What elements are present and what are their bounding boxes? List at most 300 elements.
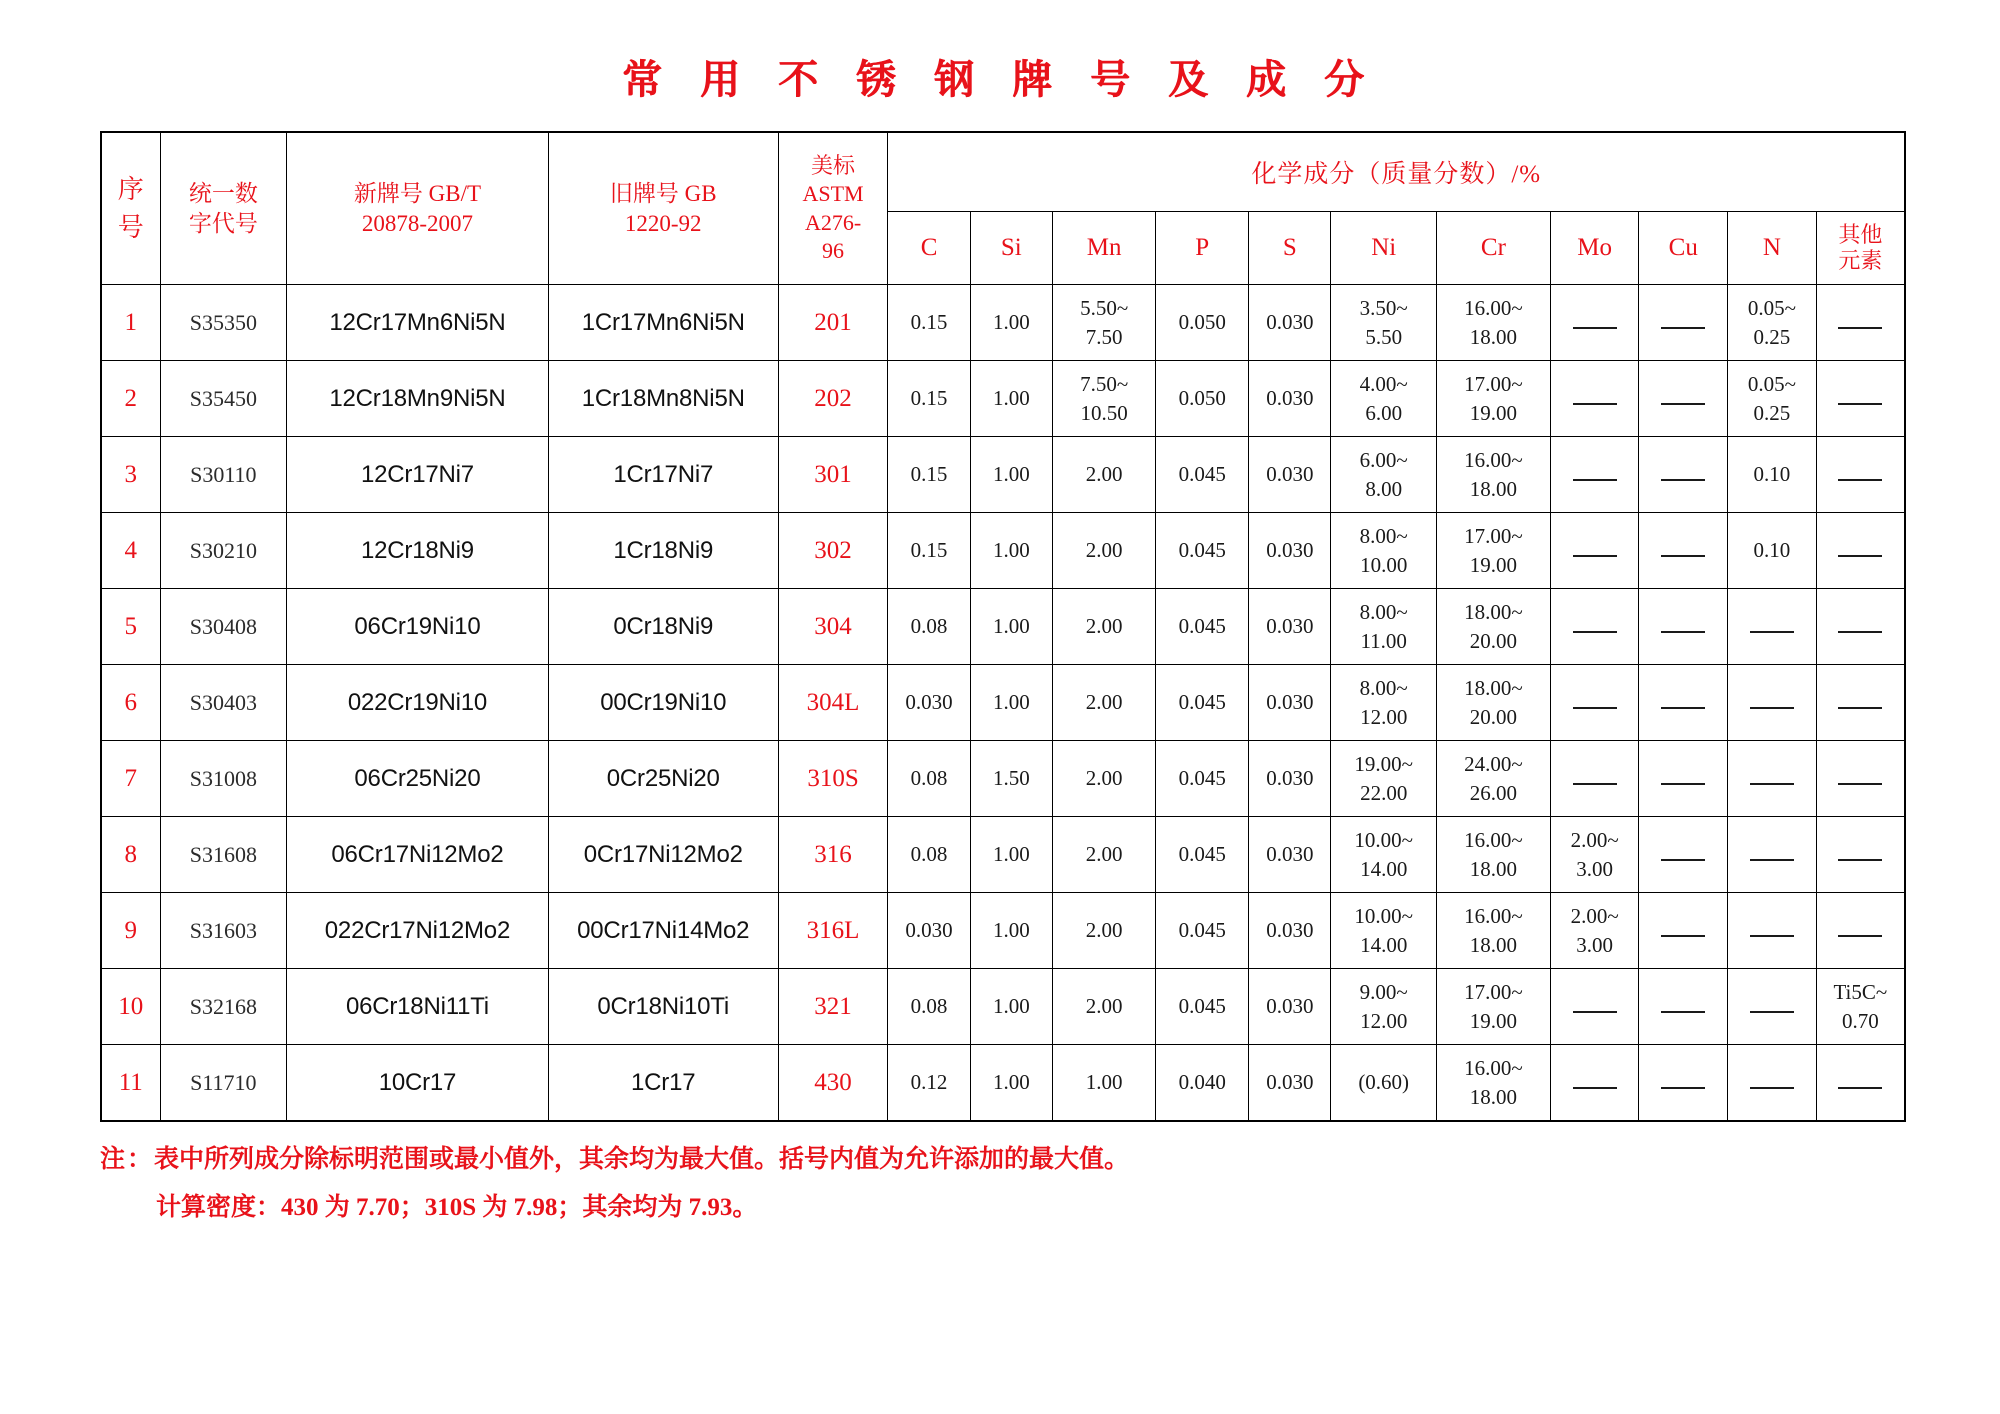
value-part: 14.00 — [1360, 932, 1408, 957]
value-part: 5.50~ — [1080, 296, 1129, 321]
cell-seq: 5 — [101, 589, 160, 665]
cell-si: 1.00 — [970, 969, 1052, 1045]
value-part: 16.00~ — [1464, 828, 1523, 853]
cell-uns-code: S35350 — [160, 285, 287, 361]
cell-other — [1816, 437, 1905, 513]
header-uns-line2: 字代号 — [188, 210, 258, 236]
cell-s: 0.030 — [1249, 665, 1331, 741]
value-part: 0.10 — [1753, 462, 1791, 487]
cell-new-grade: 06Cr18Ni11Ti — [287, 969, 549, 1045]
cell-other — [1816, 893, 1905, 969]
value-part: 18.00 — [1469, 932, 1518, 957]
value-part: 0.25 — [1753, 324, 1791, 349]
cell-other — [1816, 969, 1905, 1045]
header-astm — [778, 132, 888, 285]
value-part: 26.00 — [1469, 780, 1518, 805]
empty-dash-marker — [1661, 468, 1705, 481]
cell-cu — [1639, 665, 1728, 741]
table-notes — [100, 1136, 1906, 1231]
cell-cu — [1639, 361, 1728, 437]
header-old-grade-line1: 旧牌号 GB — [609, 181, 717, 207]
cell-cu — [1639, 969, 1728, 1045]
header-seq-line1: 序 — [117, 174, 144, 204]
cell-p: 0.045 — [1156, 513, 1249, 589]
cell-new-grade: 12Cr18Mn9Ni5N — [287, 361, 549, 437]
cell-mn — [1052, 893, 1155, 969]
empty-dash-marker — [1838, 848, 1882, 861]
cell-uns-code: S32168 — [160, 969, 287, 1045]
header-composition-group: 化学成分（质量分数）/% — [888, 132, 1905, 212]
value-part: 16.00~ — [1464, 296, 1523, 321]
empty-dash-marker — [1573, 392, 1617, 405]
note-line-2: 计算密度：430 为 7.70；310S 为 7.98；其余均为 7.93。 — [156, 1193, 758, 1221]
cell-si: 1.00 — [970, 361, 1052, 437]
table-row — [101, 1045, 1905, 1122]
cell-mo — [1550, 437, 1639, 513]
empty-dash-marker — [1750, 1076, 1794, 1089]
cell-cu — [1639, 741, 1728, 817]
cell-c: 0.15 — [888, 437, 970, 513]
cell-mn — [1052, 969, 1155, 1045]
cell-c: 0.08 — [888, 589, 970, 665]
empty-dash-marker — [1838, 1076, 1882, 1089]
cell-other — [1816, 589, 1905, 665]
value-part: 18.00~ — [1464, 676, 1523, 701]
cell-new-grade: 10Cr17 — [287, 1045, 549, 1122]
header-new-grade-line2: 20878-2007 — [361, 210, 474, 236]
value-part: 4.00~ — [1359, 372, 1408, 397]
cell-cu — [1639, 817, 1728, 893]
cell-other — [1816, 817, 1905, 893]
value-part: 7.50~ — [1080, 372, 1129, 397]
cell-cu — [1639, 589, 1728, 665]
empty-dash-marker — [1838, 696, 1882, 709]
empty-dash-marker — [1661, 1000, 1705, 1013]
cell-new-grade: 022Cr17Ni12Mo2 — [287, 893, 549, 969]
header-other-elements — [1816, 212, 1905, 285]
header-element-c: C — [888, 212, 970, 285]
value-part: 5.50 — [1365, 324, 1403, 349]
cell-n — [1728, 1045, 1817, 1122]
cell-mo — [1550, 589, 1639, 665]
value-part: 2.00 — [1085, 994, 1123, 1019]
header-astm-line4: 96 — [822, 237, 845, 263]
header-other-line1: 其他 — [1838, 221, 1883, 247]
value-part: 19.00 — [1469, 552, 1518, 577]
cell-mo — [1550, 361, 1639, 437]
value-part: 6.00 — [1365, 400, 1403, 425]
empty-dash-marker — [1573, 316, 1617, 329]
value-part: 20.00 — [1469, 628, 1518, 653]
cell-new-grade: 022Cr19Ni10 — [287, 665, 549, 741]
cell-n — [1728, 513, 1817, 589]
cell-n — [1728, 969, 1817, 1045]
cell-seq: 11 — [101, 1045, 160, 1122]
empty-dash-marker — [1750, 696, 1794, 709]
cell-new-grade: 12Cr17Ni7 — [287, 437, 549, 513]
cell-p: 0.045 — [1156, 817, 1249, 893]
cell-old-grade: 1Cr17Ni7 — [548, 437, 778, 513]
note-text-1: 表中所列成分除标明范围或最小值外，其余均为最大值。括号内值为允许添加的最大值。 — [154, 1146, 1130, 1173]
cell-astm: 316L — [778, 893, 888, 969]
value-part: 3.00 — [1576, 932, 1614, 957]
cell-mo — [1550, 817, 1639, 893]
cell-old-grade: 0Cr18Ni9 — [548, 589, 778, 665]
value-part: 2.00 — [1085, 842, 1123, 867]
cell-old-grade: 00Cr19Ni10 — [548, 665, 778, 741]
cell-cu — [1639, 893, 1728, 969]
cell-cu — [1639, 1045, 1728, 1122]
cell-uns-code: S30210 — [160, 513, 287, 589]
empty-dash-marker — [1573, 468, 1617, 481]
empty-dash-marker — [1573, 772, 1617, 785]
cell-ni — [1331, 361, 1436, 437]
cell-uns-code: S35450 — [160, 361, 287, 437]
value-part: 0.05~ — [1747, 372, 1796, 397]
empty-dash-marker — [1750, 772, 1794, 785]
cell-seq: 8 — [101, 817, 160, 893]
empty-dash-marker — [1661, 392, 1705, 405]
cell-n — [1728, 589, 1817, 665]
value-part: 17.00~ — [1464, 372, 1523, 397]
header-new-grade — [287, 132, 549, 285]
table-row — [101, 741, 1905, 817]
empty-dash-marker — [1750, 848, 1794, 861]
empty-dash-marker — [1573, 620, 1617, 633]
stainless-steel-grades-table — [100, 131, 1906, 1122]
header-element-mo: Mo — [1550, 212, 1639, 285]
table-row — [101, 513, 1905, 589]
cell-n — [1728, 437, 1817, 513]
cell-si: 1.00 — [970, 437, 1052, 513]
cell-cr — [1436, 893, 1550, 969]
cell-astm: 304 — [778, 589, 888, 665]
value-part: 11.00 — [1360, 628, 1407, 653]
header-element-mn: Mn — [1052, 212, 1155, 285]
page-title: 常 用 不 锈 钢 牌 号 及 成 分 — [622, 57, 1378, 102]
cell-ni — [1331, 1045, 1436, 1122]
empty-dash-marker — [1838, 772, 1882, 785]
value-part: 3.50~ — [1359, 296, 1408, 321]
cell-c: 0.15 — [888, 285, 970, 361]
cell-uns-code: S31008 — [160, 741, 287, 817]
cell-astm: 430 — [778, 1045, 888, 1122]
cell-cr — [1436, 741, 1550, 817]
value-part: (0.60) — [1358, 1070, 1410, 1095]
cell-n — [1728, 741, 1817, 817]
header-element-cr: Cr — [1436, 212, 1550, 285]
header-element-n: N — [1728, 212, 1817, 285]
cell-s: 0.030 — [1249, 969, 1331, 1045]
cell-p: 0.045 — [1156, 589, 1249, 665]
empty-dash-marker — [1573, 1076, 1617, 1089]
cell-old-grade: 0Cr17Ni12Mo2 — [548, 817, 778, 893]
empty-dash-marker — [1838, 544, 1882, 557]
cell-mo — [1550, 1045, 1639, 1122]
empty-dash-marker — [1661, 772, 1705, 785]
value-part: 17.00~ — [1464, 980, 1523, 1005]
value-part: 24.00~ — [1464, 752, 1523, 777]
header-other-line2: 元素 — [1838, 248, 1883, 273]
table-body — [101, 285, 1905, 1122]
cell-ni — [1331, 817, 1436, 893]
cell-s: 0.030 — [1249, 817, 1331, 893]
header-astm-line2: ASTM — [802, 181, 864, 207]
empty-dash-marker — [1838, 924, 1882, 937]
table-row — [101, 893, 1905, 969]
cell-astm: 201 — [778, 285, 888, 361]
cell-p: 0.045 — [1156, 665, 1249, 741]
cell-p: 0.045 — [1156, 741, 1249, 817]
cell-old-grade: 0Cr18Ni10Ti — [548, 969, 778, 1045]
cell-uns-code: S31608 — [160, 817, 287, 893]
value-part: 16.00~ — [1464, 1056, 1523, 1081]
cell-mn — [1052, 361, 1155, 437]
value-part: 12.00 — [1360, 704, 1408, 729]
value-part: Ti5C~ — [1833, 980, 1888, 1005]
cell-old-grade: 1Cr17 — [548, 1045, 778, 1122]
cell-old-grade: 1Cr18Mn8Ni5N — [548, 361, 778, 437]
cell-new-grade: 12Cr17Mn6Ni5N — [287, 285, 549, 361]
empty-dash-marker — [1661, 544, 1705, 557]
cell-ni — [1331, 969, 1436, 1045]
cell-ni — [1331, 893, 1436, 969]
empty-dash-marker — [1661, 620, 1705, 633]
cell-si: 1.00 — [970, 589, 1052, 665]
value-part: 18.00 — [1469, 476, 1518, 501]
cell-si: 1.00 — [970, 513, 1052, 589]
cell-cr — [1436, 513, 1550, 589]
empty-dash-marker — [1838, 620, 1882, 633]
value-part: 8.00~ — [1359, 676, 1408, 701]
cell-cr — [1436, 817, 1550, 893]
cell-mn — [1052, 741, 1155, 817]
cell-c: 0.030 — [888, 665, 970, 741]
cell-mo — [1550, 665, 1639, 741]
cell-seq: 1 — [101, 285, 160, 361]
cell-uns-code: S30110 — [160, 437, 287, 513]
header-uns-code — [160, 132, 287, 285]
cell-mo — [1550, 285, 1639, 361]
cell-n — [1728, 361, 1817, 437]
value-part: 18.00 — [1469, 856, 1518, 881]
cell-cu — [1639, 285, 1728, 361]
value-part: 20.00 — [1469, 704, 1518, 729]
cell-s: 0.030 — [1249, 1045, 1331, 1122]
value-part: 18.00~ — [1464, 600, 1523, 625]
cell-mn — [1052, 1045, 1155, 1122]
value-part: 8.00~ — [1359, 524, 1408, 549]
cell-mn — [1052, 817, 1155, 893]
cell-cu — [1639, 437, 1728, 513]
cell-ni — [1331, 665, 1436, 741]
cell-ni — [1331, 285, 1436, 361]
cell-n — [1728, 893, 1817, 969]
cell-astm: 304L — [778, 665, 888, 741]
empty-dash-marker — [1661, 848, 1705, 861]
cell-astm: 301 — [778, 437, 888, 513]
value-part: 2.00 — [1085, 918, 1123, 943]
cell-old-grade: 1Cr17Mn6Ni5N — [548, 285, 778, 361]
cell-mo — [1550, 893, 1639, 969]
header-element-si: Si — [970, 212, 1052, 285]
cell-mn — [1052, 285, 1155, 361]
value-part: 0.25 — [1753, 400, 1791, 425]
table-row — [101, 437, 1905, 513]
cell-mn — [1052, 589, 1155, 665]
cell-seq: 4 — [101, 513, 160, 589]
cell-seq: 10 — [101, 969, 160, 1045]
cell-new-grade: 06Cr25Ni20 — [287, 741, 549, 817]
cell-other — [1816, 361, 1905, 437]
table-row — [101, 589, 1905, 665]
value-part: 10.00 — [1360, 552, 1408, 577]
value-part: 0.10 — [1753, 538, 1791, 563]
cell-s: 0.030 — [1249, 741, 1331, 817]
cell-s: 0.030 — [1249, 361, 1331, 437]
empty-dash-marker — [1661, 1076, 1705, 1089]
cell-other — [1816, 665, 1905, 741]
value-part: 18.00 — [1469, 324, 1518, 349]
cell-cr — [1436, 665, 1550, 741]
value-part: 8.00 — [1365, 476, 1403, 501]
cell-seq: 2 — [101, 361, 160, 437]
value-part: 2.00 — [1085, 462, 1123, 487]
value-part: 19.00 — [1469, 1008, 1518, 1033]
value-part: 7.50 — [1085, 324, 1123, 349]
value-part: 0.05~ — [1747, 296, 1796, 321]
cell-si: 1.00 — [970, 893, 1052, 969]
cell-ni — [1331, 513, 1436, 589]
cell-other — [1816, 741, 1905, 817]
cell-astm: 302 — [778, 513, 888, 589]
cell-ni — [1331, 437, 1436, 513]
cell-cu — [1639, 513, 1728, 589]
header-element-cu: Cu — [1639, 212, 1728, 285]
value-part: 8.00~ — [1359, 600, 1408, 625]
table-row — [101, 665, 1905, 741]
empty-dash-marker — [1661, 696, 1705, 709]
cell-ni — [1331, 589, 1436, 665]
cell-n — [1728, 285, 1817, 361]
header-uns-line1: 统一数 — [188, 181, 258, 207]
empty-dash-marker — [1750, 924, 1794, 937]
header-astm-line1: 美标 — [811, 153, 856, 179]
cell-p: 0.040 — [1156, 1045, 1249, 1122]
header-old-grade-line2: 1220-92 — [624, 210, 702, 236]
empty-dash-marker — [1573, 544, 1617, 557]
cell-astm: 316 — [778, 817, 888, 893]
header-old-grade — [548, 132, 778, 285]
cell-c: 0.08 — [888, 741, 970, 817]
header-seq-line2: 号 — [117, 212, 144, 242]
cell-new-grade: 12Cr18Ni9 — [287, 513, 549, 589]
cell-uns-code: S31603 — [160, 893, 287, 969]
cell-p: 0.045 — [1156, 893, 1249, 969]
cell-other — [1816, 513, 1905, 589]
header-element-ni: Ni — [1331, 212, 1436, 285]
cell-n — [1728, 665, 1817, 741]
cell-uns-code: S30408 — [160, 589, 287, 665]
empty-dash-marker — [1838, 392, 1882, 405]
cell-seq: 6 — [101, 665, 160, 741]
cell-n — [1728, 817, 1817, 893]
value-part: 0.70 — [1841, 1008, 1879, 1033]
cell-cr — [1436, 1045, 1550, 1122]
cell-cr — [1436, 969, 1550, 1045]
header-row-1 — [101, 132, 1905, 212]
header-seq — [101, 132, 160, 285]
cell-mo — [1550, 741, 1639, 817]
value-part: 16.00~ — [1464, 448, 1523, 473]
empty-dash-marker — [1661, 924, 1705, 937]
cell-s: 0.030 — [1249, 893, 1331, 969]
value-part: 10.50 — [1080, 400, 1128, 425]
empty-dash-marker — [1750, 1000, 1794, 1013]
empty-dash-marker — [1838, 316, 1882, 329]
value-part: 6.00~ — [1359, 448, 1408, 473]
value-part: 14.00 — [1360, 856, 1408, 881]
cell-cr — [1436, 437, 1550, 513]
cell-mo — [1550, 969, 1639, 1045]
cell-si: 1.00 — [970, 285, 1052, 361]
cell-c: 0.08 — [888, 817, 970, 893]
cell-mn — [1052, 437, 1155, 513]
value-part: 2.00~ — [1570, 904, 1619, 929]
cell-seq: 3 — [101, 437, 160, 513]
cell-old-grade: 1Cr18Ni9 — [548, 513, 778, 589]
cell-s: 0.030 — [1249, 513, 1331, 589]
value-part: 9.00~ — [1359, 980, 1408, 1005]
cell-c: 0.15 — [888, 361, 970, 437]
cell-p: 0.050 — [1156, 285, 1249, 361]
cell-si: 1.00 — [970, 1045, 1052, 1122]
value-part: 19.00 — [1469, 400, 1518, 425]
cell-mo — [1550, 513, 1639, 589]
table-row — [101, 285, 1905, 361]
value-part: 2.00~ — [1570, 828, 1619, 853]
cell-old-grade: 0Cr25Ni20 — [548, 741, 778, 817]
note-line-1 — [100, 1136, 1906, 1184]
header-new-grade-line1: 新牌号 GB/T — [353, 181, 482, 207]
empty-dash-marker — [1573, 1000, 1617, 1013]
cell-other — [1816, 1045, 1905, 1122]
empty-dash-marker — [1661, 316, 1705, 329]
cell-si: 1.50 — [970, 741, 1052, 817]
cell-p: 0.045 — [1156, 969, 1249, 1045]
value-part: 2.00 — [1085, 538, 1123, 563]
cell-c: 0.030 — [888, 893, 970, 969]
table-row — [101, 361, 1905, 437]
value-part: 10.00~ — [1354, 828, 1413, 853]
cell-astm: 321 — [778, 969, 888, 1045]
cell-c: 0.08 — [888, 969, 970, 1045]
cell-s: 0.030 — [1249, 285, 1331, 361]
cell-s: 0.030 — [1249, 437, 1331, 513]
value-part: 19.00~ — [1354, 752, 1413, 777]
value-part: 1.00 — [1085, 1070, 1123, 1095]
value-part: 18.00 — [1469, 1084, 1518, 1109]
cell-ni — [1331, 741, 1436, 817]
cell-old-grade: 00Cr17Ni14Mo2 — [548, 893, 778, 969]
cell-astm: 310S — [778, 741, 888, 817]
cell-seq: 9 — [101, 893, 160, 969]
cell-c: 0.15 — [888, 513, 970, 589]
cell-mn — [1052, 665, 1155, 741]
value-part: 2.00 — [1085, 690, 1123, 715]
cell-seq: 7 — [101, 741, 160, 817]
value-part: 16.00~ — [1464, 904, 1523, 929]
